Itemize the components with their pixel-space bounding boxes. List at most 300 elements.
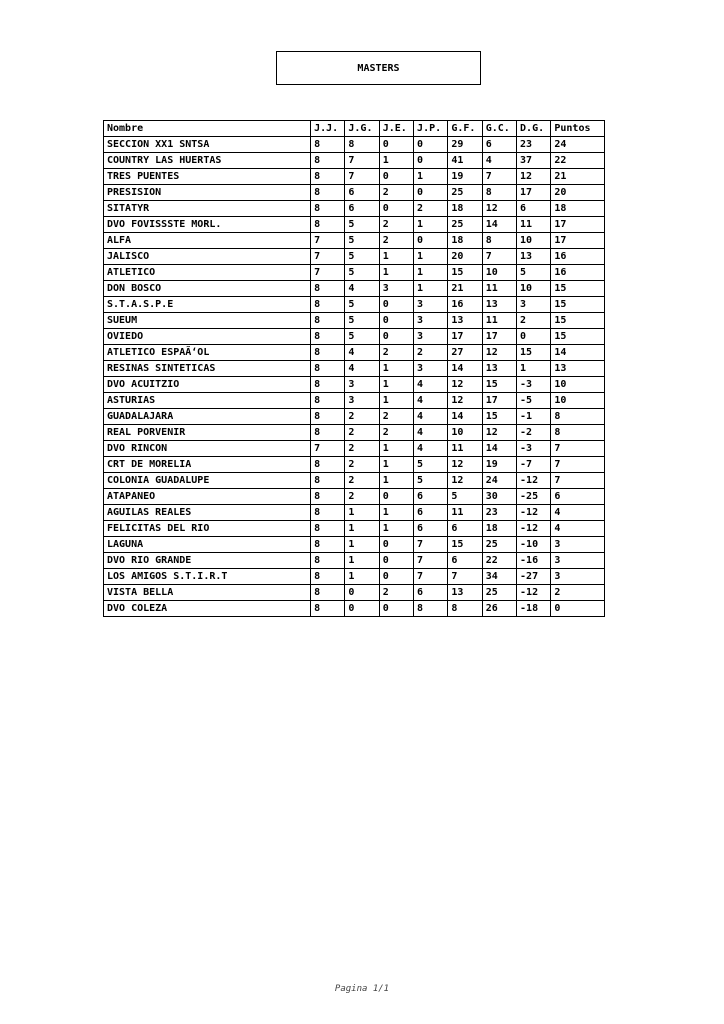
stat-cell: -12 [517,521,551,537]
team-name-cell: DVO COLEZA [104,601,311,617]
stat-cell: 7 [414,553,448,569]
stat-cell: 8 [311,329,345,345]
stat-cell: 2 [379,217,413,233]
stat-cell: 1 [414,249,448,265]
stat-cell: 18 [448,201,482,217]
stat-cell: 15 [482,377,516,393]
stat-cell: 12 [482,345,516,361]
stat-cell: 17 [482,393,516,409]
stat-cell: 3 [345,377,379,393]
stat-cell: 1 [345,537,379,553]
stat-cell: 6 [345,185,379,201]
stat-cell: -1 [517,409,551,425]
table-row [104,569,605,585]
stat-cell: 26 [482,601,516,617]
stat-cell: 2 [345,425,379,441]
stat-cell: 4 [345,345,379,361]
stat-cell: 17 [448,329,482,345]
header-gc: G.C. [482,121,516,137]
team-name-cell: REAL PORVENIR [104,425,311,441]
team-name-cell: SITATYR [104,201,311,217]
stat-cell: -10 [517,537,551,553]
stat-cell: 16 [448,297,482,313]
stat-cell: 1 [517,361,551,377]
stat-cell: 14 [482,217,516,233]
stat-cell: -5 [517,393,551,409]
team-name-cell: DVO RIO GRANDE [104,553,311,569]
stat-cell: 7 [551,473,605,489]
table-row [104,377,605,393]
stat-cell: -18 [517,601,551,617]
stat-cell: 1 [379,265,413,281]
stat-cell: 8 [311,489,345,505]
page-footer: Pagina 1/1 [334,984,390,994]
stat-cell: 6 [414,585,448,601]
stat-cell: 7 [482,169,516,185]
stat-cell: 25 [482,537,516,553]
stat-cell: 1 [379,521,413,537]
stat-cell: 6 [414,521,448,537]
header-gf: G.F. [448,121,482,137]
stat-cell: 15 [551,297,605,313]
stat-cell: 41 [448,153,482,169]
stat-cell: 8 [482,185,516,201]
stat-cell: 8 [311,201,345,217]
header-jg: J.G. [345,121,379,137]
stat-cell: 0 [379,329,413,345]
stat-cell: 4 [345,281,379,297]
stat-cell: 1 [414,169,448,185]
stat-cell: 4 [414,425,448,441]
stat-cell: 2 [414,345,448,361]
team-name-cell: AGUILAS REALES [104,505,311,521]
table-row [104,457,605,473]
header-je: J.E. [379,121,413,137]
stat-cell: 7 [482,249,516,265]
stat-cell: 0 [379,537,413,553]
stat-cell: 2 [379,233,413,249]
stat-cell: 8 [448,601,482,617]
stat-cell: 0 [517,329,551,345]
table-row [104,265,605,281]
stat-cell: 8 [311,313,345,329]
stat-cell: 12 [448,457,482,473]
stat-cell: 0 [379,489,413,505]
stat-cell: 2 [517,313,551,329]
stat-cell: 8 [311,217,345,233]
stat-cell: 13 [551,361,605,377]
stat-cell: 20 [448,249,482,265]
stat-cell: 7 [311,441,345,457]
team-name-cell: COUNTRY LAS HUERTAS [104,153,311,169]
page-title-text: MASTERS [357,62,400,74]
stat-cell: 5 [414,457,448,473]
stat-cell: -16 [517,553,551,569]
stat-cell: -3 [517,441,551,457]
table-row [104,489,605,505]
stat-cell: 7 [311,233,345,249]
stat-cell: 7 [311,249,345,265]
stat-cell: 0 [414,233,448,249]
team-name-cell: SUEUM [104,313,311,329]
stat-cell: 2 [345,489,379,505]
table-row [104,249,605,265]
team-name-cell: LOS AMIGOS S.T.I.R.T [104,569,311,585]
stat-cell: 2 [551,585,605,601]
stat-cell: 6 [448,521,482,537]
table-row [104,201,605,217]
stat-cell: 0 [345,585,379,601]
stat-cell: 6 [414,489,448,505]
stat-cell: 16 [551,265,605,281]
stat-cell: 0 [379,313,413,329]
stat-cell: 0 [379,569,413,585]
stat-cell: 1 [414,281,448,297]
table-row [104,473,605,489]
stat-cell: -3 [517,377,551,393]
stat-cell: 3 [379,281,413,297]
stat-cell: 12 [482,425,516,441]
stat-cell: -2 [517,425,551,441]
stat-cell: 8 [311,473,345,489]
stat-cell: 15 [517,345,551,361]
stat-cell: 0 [379,137,413,153]
stat-cell: 37 [517,153,551,169]
header-jp: J.P. [414,121,448,137]
stat-cell: 16 [551,249,605,265]
table-row [104,233,605,249]
stat-cell: 8 [311,425,345,441]
page-title [276,51,481,85]
table-row [104,281,605,297]
stat-cell: 12 [448,473,482,489]
stat-cell: 13 [448,585,482,601]
stat-cell: 13 [517,249,551,265]
stat-cell: 25 [448,185,482,201]
table-row [104,409,605,425]
stat-cell: 29 [448,137,482,153]
stat-cell: 30 [482,489,516,505]
stat-cell: 2 [345,457,379,473]
team-name-cell: OVIEDO [104,329,311,345]
stat-cell: 15 [482,409,516,425]
stat-cell: 2 [414,201,448,217]
stat-cell: 5 [345,297,379,313]
table-row [104,313,605,329]
stat-cell: 8 [551,425,605,441]
stat-cell: 20 [551,185,605,201]
stat-cell: 8 [311,361,345,377]
stat-cell: 17 [551,233,605,249]
stat-cell: 10 [482,265,516,281]
stat-cell: 5 [345,233,379,249]
stat-cell: 25 [482,585,516,601]
stat-cell: 8 [311,553,345,569]
stat-cell: 5 [345,313,379,329]
stat-cell: 1 [379,153,413,169]
stat-cell: -7 [517,457,551,473]
stat-cell: 1 [414,217,448,233]
stat-cell: 1 [379,505,413,521]
stat-cell: 18 [482,521,516,537]
stat-cell: 6 [482,137,516,153]
stat-cell: 5 [345,265,379,281]
table-row [104,169,605,185]
stat-cell: -12 [517,585,551,601]
stat-cell: 5 [345,329,379,345]
stat-cell: 12 [448,393,482,409]
stat-cell: 0 [551,601,605,617]
table-row [104,361,605,377]
team-name-cell: S.T.A.S.P.E [104,297,311,313]
stat-cell: 11 [482,281,516,297]
table-row [104,345,605,361]
stat-cell: 18 [448,233,482,249]
stat-cell: 1 [379,457,413,473]
stat-cell: 6 [345,201,379,217]
stat-cell: 2 [345,409,379,425]
stat-cell: -12 [517,473,551,489]
stat-cell: 4 [414,441,448,457]
stat-cell: 8 [311,505,345,521]
table-row [104,217,605,233]
stat-cell: 7 [311,265,345,281]
stat-cell: 8 [311,297,345,313]
stat-cell: 5 [517,265,551,281]
stat-cell: 14 [482,441,516,457]
stat-cell: 19 [448,169,482,185]
stat-cell: 22 [551,153,605,169]
stat-cell: 0 [379,297,413,313]
stat-cell: 25 [448,217,482,233]
stat-cell: 2 [379,409,413,425]
stat-cell: -27 [517,569,551,585]
stat-cell: 7 [448,569,482,585]
stat-cell: 8 [311,521,345,537]
stat-cell: 8 [311,569,345,585]
stat-cell: 15 [448,265,482,281]
header-puntos: Puntos [551,121,605,137]
team-name-cell: ATLETICO ESPAÃ‘OL [104,345,311,361]
stat-cell: 17 [551,217,605,233]
stat-cell: 6 [551,489,605,505]
stat-cell: 0 [345,601,379,617]
table-row [104,601,605,617]
stat-cell: 10 [551,393,605,409]
stat-cell: 18 [551,201,605,217]
stat-cell: 5 [345,249,379,265]
stat-cell: 1 [379,377,413,393]
stat-cell: 12 [517,169,551,185]
stat-cell: -25 [517,489,551,505]
standings-table [103,120,605,617]
stat-cell: 8 [311,153,345,169]
stat-cell: 10 [517,233,551,249]
stat-cell: 0 [379,169,413,185]
stat-cell: 6 [448,553,482,569]
stat-cell: 7 [414,537,448,553]
stat-cell: 1 [345,505,379,521]
stat-cell: 7 [551,441,605,457]
stat-cell: 10 [448,425,482,441]
stat-cell: 4 [414,393,448,409]
team-name-cell: ASTURIAS [104,393,311,409]
stat-cell: 8 [311,601,345,617]
stat-cell: 2 [379,185,413,201]
team-name-cell: LAGUNA [104,537,311,553]
stat-cell: 8 [311,409,345,425]
table-row [104,505,605,521]
team-name-cell: ATLETICO [104,265,311,281]
team-name-cell: VISTA BELLA [104,585,311,601]
table-row [104,297,605,313]
stat-cell: 2 [379,345,413,361]
stat-cell: 13 [482,361,516,377]
stat-cell: 6 [414,505,448,521]
table-row [104,537,605,553]
header-jj: J.J. [311,121,345,137]
stat-cell: 7 [551,457,605,473]
stat-cell: 8 [311,393,345,409]
stat-cell: 3 [551,569,605,585]
stat-cell: 12 [448,377,482,393]
stat-cell: 4 [414,377,448,393]
stat-cell: 19 [482,457,516,473]
stat-cell: 1 [379,393,413,409]
stat-cell: 7 [414,569,448,585]
stat-cell: 8 [311,281,345,297]
team-name-cell: RESINAS SINTETICAS [104,361,311,377]
stat-cell: 3 [345,393,379,409]
stat-cell: 8 [311,537,345,553]
stat-cell: 1 [414,265,448,281]
stat-cell: 3 [414,297,448,313]
stat-cell: 8 [311,457,345,473]
team-name-cell: GUADALAJARA [104,409,311,425]
stat-cell: 8 [311,377,345,393]
stat-cell: 8 [345,137,379,153]
stat-cell: 15 [551,329,605,345]
stat-cell: 15 [551,281,605,297]
team-name-cell: PRESISION [104,185,311,201]
stat-cell: 8 [551,409,605,425]
stat-cell: 1 [379,473,413,489]
stat-cell: 10 [551,377,605,393]
stat-cell: 24 [551,137,605,153]
team-name-cell: DVO ACUITZIO [104,377,311,393]
team-name-cell: FELICITAS DEL RIO [104,521,311,537]
stat-cell: 3 [414,313,448,329]
table-row [104,137,605,153]
stat-cell: 4 [551,505,605,521]
stat-cell: 0 [414,185,448,201]
table-row [104,425,605,441]
stat-cell: -12 [517,505,551,521]
header-dg: D.G. [517,121,551,137]
stat-cell: 27 [448,345,482,361]
stat-cell: 2 [379,425,413,441]
stat-cell: 4 [551,521,605,537]
stat-cell: 13 [448,313,482,329]
stat-cell: 8 [482,233,516,249]
stat-cell: 2 [345,473,379,489]
stat-cell: 0 [414,153,448,169]
table-row [104,553,605,569]
stat-cell: 11 [448,505,482,521]
stat-cell: 2 [345,441,379,457]
stat-cell: 3 [551,553,605,569]
team-name-cell: COLONIA GUADALUPE [104,473,311,489]
team-name-cell: ATAPANEO [104,489,311,505]
stat-cell: 3 [551,537,605,553]
stat-cell: 21 [448,281,482,297]
stat-cell: 21 [551,169,605,185]
stat-cell: 8 [311,137,345,153]
table-row [104,521,605,537]
stat-cell: 4 [482,153,516,169]
stat-cell: 8 [311,185,345,201]
header-nombre: Nombre [104,121,311,137]
stat-cell: 8 [414,601,448,617]
stat-cell: 4 [345,361,379,377]
stat-cell: 3 [414,361,448,377]
team-name-cell: JALISCO [104,249,311,265]
stat-cell: 7 [345,153,379,169]
team-name-cell: ALFA [104,233,311,249]
stat-cell: 10 [517,281,551,297]
stat-cell: 3 [414,329,448,345]
stat-cell: 14 [551,345,605,361]
stat-cell: 0 [379,201,413,217]
stat-cell: 22 [482,553,516,569]
stat-cell: 14 [448,409,482,425]
stat-cell: 8 [311,585,345,601]
stat-cell: 0 [379,553,413,569]
stat-cell: 0 [379,601,413,617]
table-row [104,153,605,169]
stat-cell: 7 [345,169,379,185]
stat-cell: 12 [482,201,516,217]
stat-cell: 3 [517,297,551,313]
stat-cell: 23 [482,505,516,521]
table-header-row [104,121,605,137]
stat-cell: 2 [379,585,413,601]
table-row [104,393,605,409]
table-row [104,329,605,345]
stat-cell: 34 [482,569,516,585]
stat-cell: 0 [414,137,448,153]
stat-cell: 11 [448,441,482,457]
stat-cell: 6 [517,201,551,217]
stat-cell: 13 [482,297,516,313]
stat-cell: 5 [448,489,482,505]
team-name-cell: DVO FOVISSSTE MORL. [104,217,311,233]
stat-cell: 1 [345,553,379,569]
stat-cell: 11 [482,313,516,329]
stat-cell: 5 [345,217,379,233]
stat-cell: 1 [379,361,413,377]
team-name-cell: TRES PUENTES [104,169,311,185]
stat-cell: 17 [517,185,551,201]
team-name-cell: CRT DE MORELIA [104,457,311,473]
stat-cell: 8 [311,169,345,185]
stat-cell: 4 [414,409,448,425]
table-row [104,185,605,201]
stat-cell: 24 [482,473,516,489]
stat-cell: 15 [448,537,482,553]
stat-cell: 1 [379,441,413,457]
team-name-cell: DON BOSCO [104,281,311,297]
